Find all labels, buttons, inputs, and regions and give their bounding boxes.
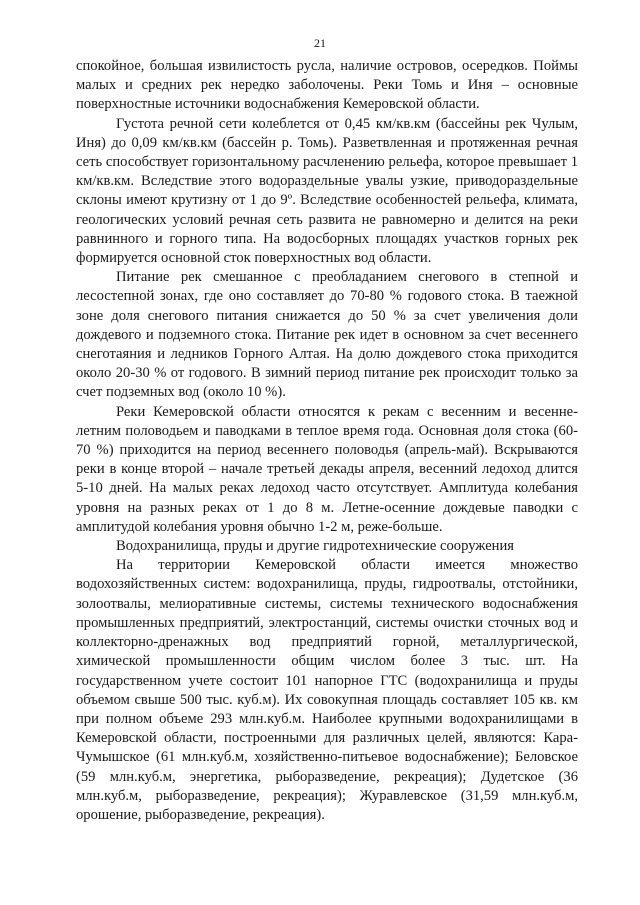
paragraph-river-feeding: Питание рек смешанное с преобладанием снегового в степной и лесостепной зонах, где оно составляет до 70-80 % годового стока. В таежной зоне доля снегового питания снижается до 50 % за счет увеличения доли дождевого и подземного стока. Питание рек идет в основном за счет весеннего снеготаяния и ледников Горного Алтая. На долю дождевого стока приходится около 20-30 % от годового. В зимний период питание рек происходит только за счет подземных вод (около 10 %). xyxy=(76,269,578,401)
section-heading-reservoirs: Водохранилища, пруды и другие гидротехнические сооружения xyxy=(116,538,515,555)
paragraph-reservoirs: На территории Кемеровской области имеется множество водохозяйственных систем: водохранилища, пруды, гидроотвалы, отстойники, золоотвалы, мелиоративные системы, системы технического водоснабжения промышленных предприятий, электростанций, системы очистки сточных вод и коллекторно-дренажных вод предприятий горной, металлургической, химической промышленности общим числом более 3 тыс. шт. На государственном учете состоит 101 напорное ГТС (водохранилища и пруды объемом свыше 500 тыс. куб.м). Их совокупная площадь составляет 105 кв. км при полном объеме 293 млн.куб.м. Наиболее крупными водохранилищами в Кемеровской области, построенными для различных целей, являются: Кара-Чумышское (61 млн.куб.м, хозяйственно-питьевое водоснабжение); Беловское (59 млн.куб.м, энергетика, рыборазведение, рекреация); Дудетское (36 млн.куб.м, рыборазведение, рекреация); Журавлевское (31,59 млн.куб.м, орошение, рыборазведение, рекреация). xyxy=(76,557,578,823)
page-number: 21 xyxy=(314,36,326,50)
body-text xyxy=(76,57,578,825)
paragraph-river-density: Густота речной сети колеблется от 0,45 км/кв.км (бассейны рек Чулым, Иня) до 0,09 км/кв.км (бассейн р. Томь). Разветвленная и протяженная речная сеть способствует горизонтальному расчленению рельефа, которое превышает 1 км/кв.км. Вследствие этого водораздельные увалы узкие, приводораздельные склоны имеют крутизну от 1 до 9º. Вследствие особенностей рельефа, климата, геологических условий речная сеть развита не равномерно и делится на реки равнинного и горного типа. На водосборных площадях участков горных рек формируется основной сток поверхностных вод области. xyxy=(76,115,578,267)
paragraph-flood-regime: Реки Кемеровской области относятся к рекам с весенним и весенне-летним половодьем и паводками в теплое время года. Основная доля стока (60-70 %) приходится на период весеннего половодья (апрель-май). Вскрываются реки в конце второй – начале третьей декады апреля, весенний ледоход длится 5-10 дней. На малых реках ледоход часто отсутствует. Амплитуда колебания уровня на разных реках от 1 до 8 м. Летне-осенние дождевые паводки с амплитудой колебания уровня обычно 1-2 м, реже-больше. xyxy=(76,403,578,535)
paragraph-rivers-floodplains: спокойное, большая извилистость русла, наличие островов, осередков. Поймы малых и средних рек нередко заболочены. Реки Томь и Иня – основные поверхностные источники водоснабжения Кемеровской области. xyxy=(76,58,578,113)
